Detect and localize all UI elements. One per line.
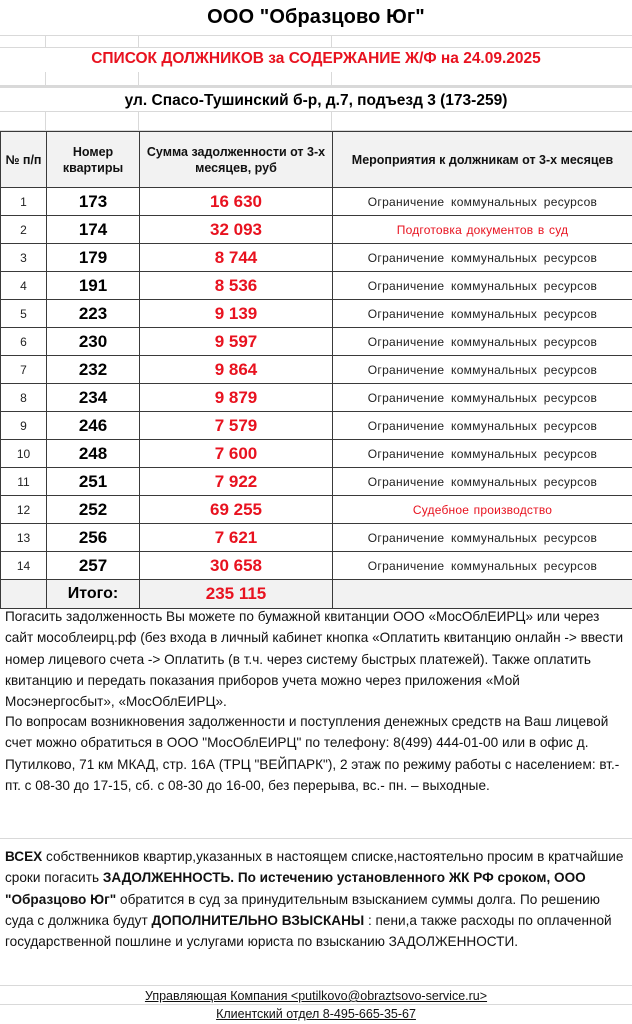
apartment-number: 257 bbox=[47, 552, 140, 580]
total-row bbox=[1, 580, 632, 609]
table-row bbox=[1, 272, 632, 300]
column-header-apartment: Номер квартиры bbox=[47, 132, 140, 188]
row-number: 9 bbox=[1, 412, 47, 440]
column-header-actions: Мероприятия к должникам от 3-х месяцев bbox=[333, 132, 632, 188]
debt-sum: 32 093 bbox=[140, 216, 333, 244]
table-row bbox=[1, 188, 632, 216]
row-number: 14 bbox=[1, 552, 47, 580]
payment-info: Погасить задолженность Вы можете по бумажной квитанции ООО «МосОблЕИРЦ» или через сайт мособлеирц.рф (без входа в личный кабинет кнопка «Оплатить квитанцию онлайн -> ввести номер лицевого счета -> Оплатить (в т.ч. через систему быстрых платежей). Также оплатить квитанцию и передать показания приборов учета можно через приложения «Мой Мосэнергосбыт», «МосОблЕИРЦ». bbox=[5, 609, 624, 710]
grid-row bbox=[0, 72, 632, 88]
row-number: 4 bbox=[1, 272, 47, 300]
debt-sum: 9 597 bbox=[140, 328, 333, 356]
row-number: 12 bbox=[1, 496, 47, 524]
debtor-action: Ограничение коммунальных ресурсов bbox=[333, 188, 632, 216]
company-title: ООО "Образцово Юг" bbox=[207, 6, 425, 28]
row-number: 11 bbox=[1, 468, 47, 496]
debtor-action: Ограничение коммунальных ресурсов bbox=[333, 272, 632, 300]
apartment-number: 251 bbox=[47, 468, 140, 496]
debt-sum: 7 621 bbox=[140, 524, 333, 552]
debtor-action: Ограничение коммунальных ресурсов bbox=[333, 552, 632, 580]
row-number: 7 bbox=[1, 356, 47, 384]
row-number: 1 bbox=[1, 188, 47, 216]
apartment-number: 248 bbox=[47, 440, 140, 468]
apartment-number: 246 bbox=[47, 412, 140, 440]
table-row bbox=[1, 440, 632, 468]
apartment-number: 191 bbox=[47, 272, 140, 300]
divider bbox=[0, 838, 632, 839]
table-row bbox=[1, 300, 632, 328]
total-label: Итого: bbox=[47, 580, 140, 609]
debt-sum: 8 536 bbox=[140, 272, 333, 300]
debt-sum: 7 600 bbox=[140, 440, 333, 468]
table-row bbox=[1, 524, 632, 552]
debtor-action: Ограничение коммунальных ресурсов bbox=[333, 468, 632, 496]
row-number: 6 bbox=[1, 328, 47, 356]
debtor-action: Судебное производство bbox=[333, 496, 632, 524]
total-empty-cell bbox=[333, 580, 632, 609]
contact-info: По вопросам возникновения задолженности и поступления денежных средств на Ваш лицевой счет можно обратиться в ООО "МосОблЕИРЦ" по телефону: 8(499) 444-01-00 или в офис д. Путилково, 71 км МКАД, стр. 16А (ТРЦ "ВЕЙПАРК"), 2 этаж по режиму работы с населением: вт.-пт. с 08-30 до 17-15, сб. с 08-30 до 16-00, без перерыва, вс.- пн. – выходные. bbox=[5, 714, 620, 793]
debtor-action: Ограничение коммунальных ресурсов bbox=[333, 300, 632, 328]
table-row bbox=[1, 412, 632, 440]
table-row bbox=[1, 496, 632, 524]
table-row bbox=[1, 328, 632, 356]
apartment-number: 252 bbox=[47, 496, 140, 524]
warning-bold: ЗАДОЛЖЕННОСТЬ. По истечению установленного ЖК РФ сроком, ООО "Образцово Юг" bbox=[5, 870, 586, 907]
debt-sum: 16 630 bbox=[140, 188, 333, 216]
apartment-number: 256 bbox=[47, 524, 140, 552]
list-title: СПИСОК ДОЛЖНИКОВ за СОДЕРЖАНИЕ Ж/Ф на 24.09.2025 bbox=[91, 50, 541, 67]
debtor-action: Ограничение коммунальных ресурсов bbox=[333, 356, 632, 384]
apartment-number: 173 bbox=[47, 188, 140, 216]
debtor-action: Ограничение коммунальных ресурсов bbox=[333, 524, 632, 552]
debt-sum: 9 139 bbox=[140, 300, 333, 328]
debtors-table bbox=[0, 131, 632, 609]
warning-text: : пени,а также расходы по оплаченной государственной пошлине и услугами юриста по взысканию ЗАДОЛЖЕННОСТИ. bbox=[5, 912, 612, 950]
divider bbox=[0, 1004, 632, 1005]
table-row bbox=[1, 468, 632, 496]
total-empty-cell bbox=[1, 580, 47, 609]
divider bbox=[0, 985, 632, 986]
address: ул. Спасо-Тушинский б-р, д.7, подъезд 3 (173-259) bbox=[124, 92, 508, 109]
table-row bbox=[1, 216, 632, 244]
table-header-row bbox=[1, 132, 632, 188]
column-header-debt-sum: Сумма задолженности от 3-х месяцев, руб bbox=[140, 132, 333, 188]
debtor-action: Подготовка документов в суд bbox=[333, 216, 632, 244]
apartment-number: 230 bbox=[47, 328, 140, 356]
debt-sum: 9 879 bbox=[140, 384, 333, 412]
warning-notice bbox=[5, 846, 627, 952]
debt-sum: 8 744 bbox=[140, 244, 333, 272]
warning-bold: ДОПОЛНИТЕЛЬНО ВЗЫСКАНЫ bbox=[151, 912, 365, 928]
debt-sum: 69 255 bbox=[140, 496, 333, 524]
debtor-action: Ограничение коммунальных ресурсов bbox=[333, 384, 632, 412]
table-row bbox=[1, 244, 632, 272]
apartment-number: 234 bbox=[47, 384, 140, 412]
apartment-number: 232 bbox=[47, 356, 140, 384]
debt-sum: 7 922 bbox=[140, 468, 333, 496]
row-number: 8 bbox=[1, 384, 47, 412]
debtor-action: Ограничение коммунальных ресурсов bbox=[333, 440, 632, 468]
warning-text: собственников квартир,указанных в настоящем списке,настоятельно просим в кратчайшие сроки погасить bbox=[5, 849, 624, 886]
grid-row bbox=[0, 112, 632, 131]
debtor-action: Ограничение коммунальных ресурсов bbox=[333, 412, 632, 440]
table-row bbox=[1, 552, 632, 580]
row-number: 2 bbox=[1, 216, 47, 244]
company-contact-link[interactable]: Управляющая Компания <putilkovo@obraztsovo-service.ru> bbox=[144, 989, 488, 1003]
debt-sum: 9 864 bbox=[140, 356, 333, 384]
debtor-action: Ограничение коммунальных ресурсов bbox=[333, 244, 632, 272]
table-row bbox=[1, 356, 632, 384]
debtor-action: Ограничение коммунальных ресурсов bbox=[333, 328, 632, 356]
column-header-number: № п/п bbox=[1, 132, 47, 188]
debt-sum: 7 579 bbox=[140, 412, 333, 440]
client-dept-phone[interactable]: Клиентский отдел 8-495-665-35-67 bbox=[216, 1007, 416, 1021]
row-number: 13 bbox=[1, 524, 47, 552]
warning-text: обратится в суд за принудительным взысканием суммы долга. По решению суда с должника будут bbox=[5, 891, 600, 928]
total-sum: 235 115 bbox=[140, 580, 333, 609]
debt-sum: 30 658 bbox=[140, 552, 333, 580]
row-number: 3 bbox=[1, 244, 47, 272]
row-number: 5 bbox=[1, 300, 47, 328]
warning-bold: ВСЕХ bbox=[5, 849, 43, 864]
apartment-number: 223 bbox=[47, 300, 140, 328]
row-number: 10 bbox=[1, 440, 47, 468]
grid-row bbox=[0, 36, 632, 48]
apartment-number: 174 bbox=[47, 216, 140, 244]
apartment-number: 179 bbox=[47, 244, 140, 272]
table-row bbox=[1, 384, 632, 412]
